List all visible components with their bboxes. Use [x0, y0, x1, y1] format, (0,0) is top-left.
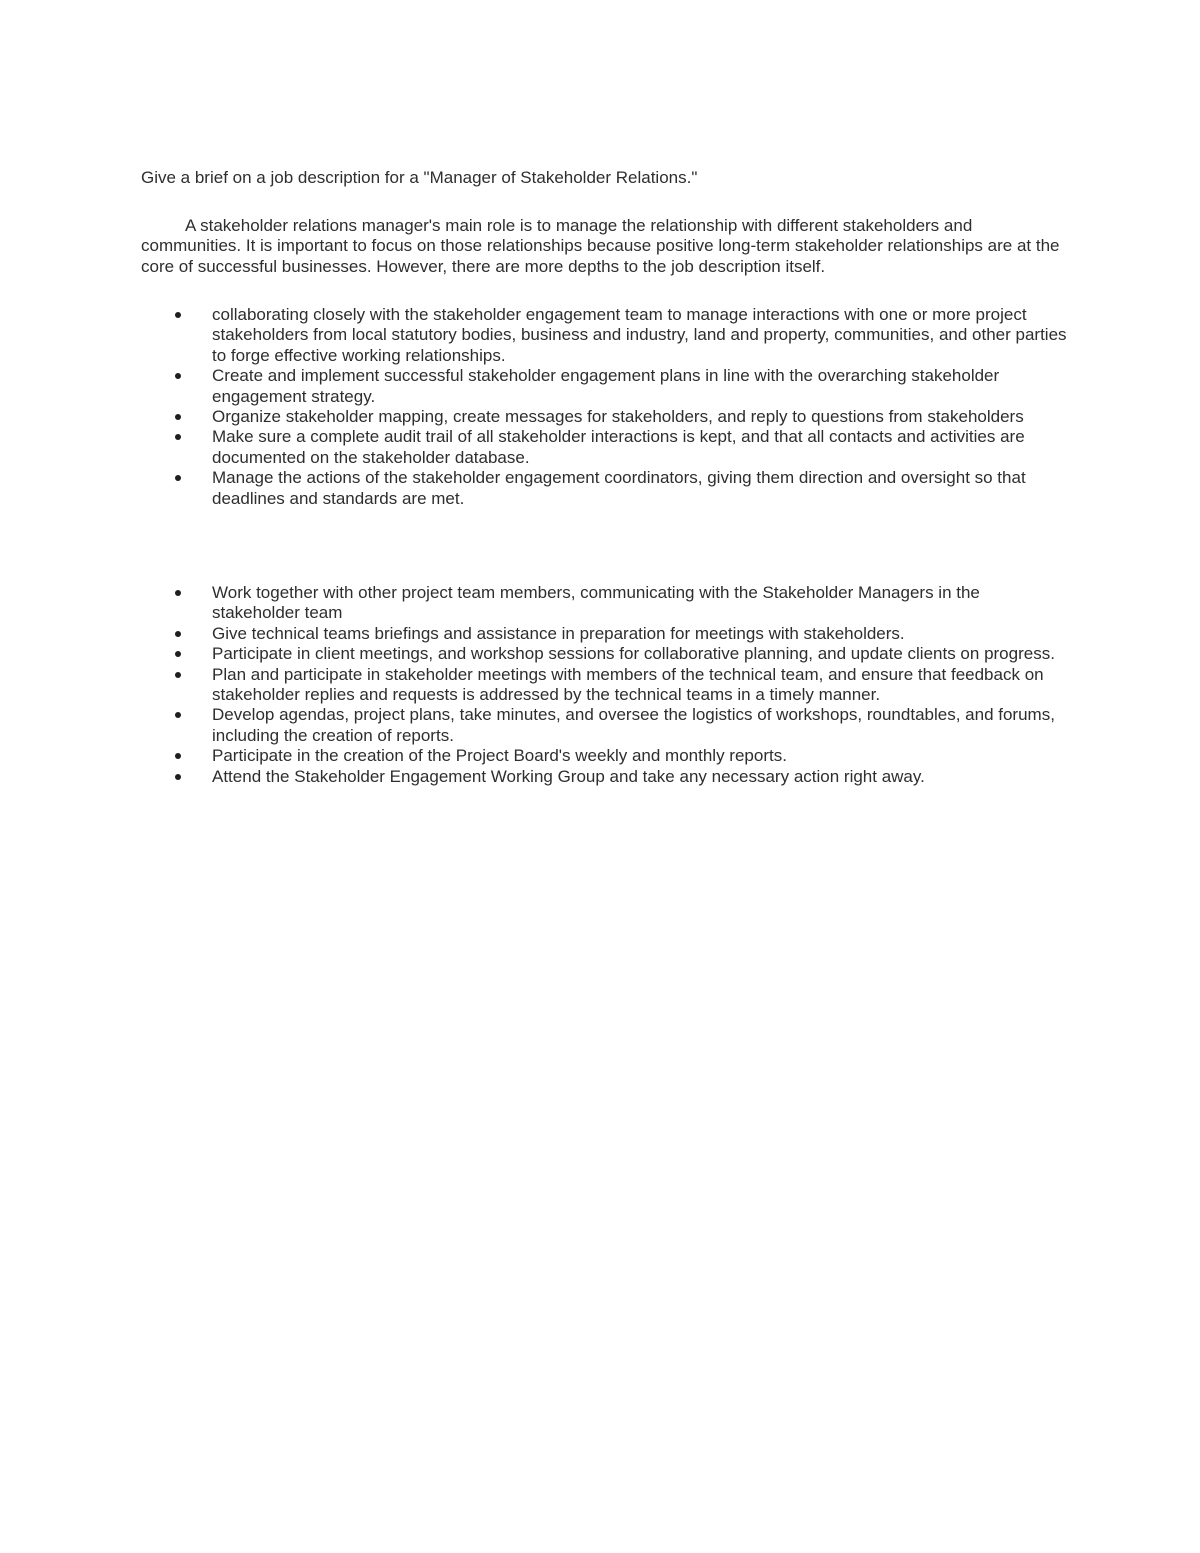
- list-item-text: Participate in the creation of the Project Board's weekly and monthly reports.: [212, 746, 787, 766]
- bullet-icon: [175, 651, 181, 657]
- list-item: [0, 366, 1072, 407]
- responsibilities-list-2: [0, 583, 1200, 787]
- question-heading: Give a brief on a job description for a "Manager of Stakeholder Relations.": [141, 168, 698, 187]
- bullet-icon: [175, 434, 181, 440]
- bullet-icon: [175, 712, 181, 718]
- list-item-text: Organize stakeholder mapping, create messages for stakeholders, and reply to questions from stakeholders: [212, 407, 1024, 427]
- bullet-icon: [175, 774, 181, 780]
- list-item-text: Plan and participate in stakeholder meetings with members of the technical team, and ensure that feedback on stakeholder replies and requests is addressed by the technical teams in a timely manner.: [212, 664, 1044, 705]
- bullet-icon: [175, 312, 181, 318]
- list-item-text: Manage the actions of the stakeholder engagement coordinators, giving them direction and oversight so that deadlines and standards are met.: [212, 468, 1026, 508]
- list-item-text: Create and implement successful stakeholder engagement plans in line with the overarching stakeholder engagement strategy.: [212, 366, 1000, 406]
- list-item: [0, 468, 1072, 509]
- list-item: [0, 305, 1072, 366]
- list-item-text: Make sure a complete audit trail of all stakeholder interactions is kept, and that all contacts and activities are documented on the stakeholder database.: [212, 427, 1025, 467]
- list-item-text: Work together with other project team members, communicating with the Stakeholder Managers in the stakeholder team: [212, 583, 980, 623]
- bullet-icon: [175, 753, 181, 759]
- list-item-text: Develop agendas, project plans, take minutes, and oversee the logistics of workshops, roundtables, and forums, including the creation of reports.: [212, 705, 1055, 745]
- list-item-text: Attend the Stakeholder Engagement Working Group and take any necessary action right away.: [212, 766, 925, 786]
- list-item: [0, 705, 1072, 746]
- bullet-icon: [175, 373, 181, 379]
- bullet-icon: [175, 414, 181, 420]
- list-item: [0, 407, 1072, 427]
- bullet-icon: [175, 631, 181, 637]
- list-item-text: Give technical teams briefings and assistance in preparation for meetings with stakeholders.: [212, 623, 905, 643]
- list-item-text: Participate in client meetings, and workshop sessions for collaborative planning, and update clients on progress.: [212, 644, 1055, 664]
- list-item: [0, 427, 1072, 468]
- list-item: [0, 767, 1072, 787]
- list-item: [0, 624, 1072, 644]
- list-item-text: collaborating closely with the stakeholder engagement team to manage interactions with one or more project stakeholders from local statutory bodies, business and industry, land and property, communities, and other parties to forge effective working relationships.: [212, 305, 1067, 365]
- bullet-icon: [175, 672, 181, 678]
- intro-paragraph: A stakeholder relations manager's main role is to manage the relationship with different stakeholders and communities. It is important to focus on those relationships because positive long-term stakeholder relationships are at the core of successful businesses. However, there are more depths to the job description itself.: [141, 216, 1060, 276]
- bullet-icon: [175, 590, 181, 596]
- responsibilities-list-1: [0, 305, 1200, 509]
- list-item: [0, 583, 1072, 624]
- list-item: [0, 746, 1072, 766]
- list-item: [0, 665, 1072, 706]
- bullet-icon: [175, 475, 181, 481]
- list-item: [0, 644, 1072, 664]
